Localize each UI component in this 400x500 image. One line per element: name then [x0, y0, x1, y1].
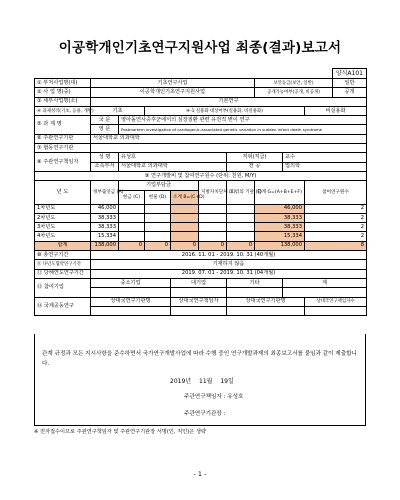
- participants-total-value: [283, 288, 367, 297]
- budget-year: 4차년도: [35, 232, 91, 241]
- row-budget-header1: [35, 181, 367, 190]
- multiyear-period-value: 기재하지 않음: [91, 260, 367, 269]
- joint-label: ⑭ 국제공동연구: [35, 297, 91, 316]
- head-signature: [184, 409, 226, 417]
- coop-institution-label: ⑦ 협동연구기관: [35, 144, 91, 153]
- participants-large-header: 대기업: [171, 278, 227, 287]
- budget-private-header: 기업부담금: [119, 181, 199, 190]
- program-value: 이공학개인기초연구지원사업: [91, 88, 255, 97]
- budget-sum-gov: 138,000: [91, 241, 119, 250]
- budget-gov: 38,333: [91, 223, 119, 232]
- budget-local-header: 지방자치단체 (E): [199, 181, 227, 204]
- row-current-period: [35, 269, 367, 278]
- disclosure-label: 공개가능여부(공개, 비공개): [255, 88, 333, 97]
- budget-total: 38,333: [255, 223, 305, 232]
- budget-inkind: [145, 213, 171, 222]
- pi-major-value: 법의학: [283, 162, 367, 171]
- disclosure-value: 공개: [333, 88, 367, 97]
- budget-sum-subtotal: 0: [171, 241, 199, 250]
- subprogram-label: ③ 세부사업명(소): [35, 97, 91, 106]
- budget-sum-members: 8: [305, 241, 367, 250]
- practical-label: ④-1 실용화 대상여부(실용화, 비실용화): [145, 106, 305, 115]
- budget-row: [35, 204, 367, 213]
- budget-local: [199, 223, 227, 232]
- ministry-value: 기초연구사업: [91, 79, 255, 88]
- row-multiyear-period: [35, 260, 367, 269]
- budget-members: 2: [305, 223, 367, 232]
- row-program: [35, 88, 367, 97]
- declaration-text: 관계 규정과 모든 지시사항을 준수하면서 국가연구개발사업에 따라 수행 중인 연구개발과제의 최종보고서를 붙임과 같이 제출합니다.: [42, 351, 357, 367]
- budget-row: [35, 213, 367, 222]
- budget-members: 2: [305, 213, 367, 222]
- row-nature: [35, 106, 367, 115]
- budget-total-header: 합계 G=(A+B+E+F): [255, 181, 305, 204]
- pi-name-label: 성 명: [91, 153, 119, 162]
- lead-institution-value: 서울대학교 의과대학: [91, 134, 367, 143]
- participants-label: ⑬ 참여기업: [35, 278, 91, 297]
- budget-inkind: [145, 204, 171, 213]
- current-period-value: 2019. 07. 01 - 2019. 10. 31 (04개월): [91, 269, 367, 278]
- form-id-badge: 양식A101: [332, 68, 367, 79]
- pi-signature-label: 주관연구책임자 :: [184, 394, 226, 400]
- budget-cash: [119, 204, 145, 213]
- budget-total: 46,000: [255, 204, 305, 213]
- pi-position-label: 직위(직급): [227, 153, 283, 162]
- budget-sum-total: 138,000: [255, 241, 305, 250]
- budget-local: [199, 204, 227, 213]
- project-kor-label: 국 문: [91, 116, 119, 125]
- budget-gov-header: 정부출연금 (A): [91, 181, 119, 204]
- security-value: 일반: [333, 79, 367, 88]
- report-title: 이공학개인기초연구지원사업 최종(결과)보고서: [58, 40, 342, 56]
- pi-dept-value: 서울대학교 의과대학: [119, 162, 227, 171]
- budget-other: [227, 213, 255, 222]
- row-total-period: [35, 251, 367, 260]
- project-kor-value: 영아돌연사증후군에서의 심장질환 관련 유전적 변이 연구: [119, 116, 367, 125]
- joint-country-inst-value-2: [227, 306, 305, 315]
- pi-dept-label: 소속부서: [91, 162, 119, 171]
- budget-subtotal: [171, 213, 199, 222]
- pi-major-label: 전 공: [227, 162, 283, 171]
- budget-gov: 46,000: [91, 204, 119, 213]
- row-coop-institution: [35, 144, 367, 153]
- program-label: ② 사 업 명(중): [35, 88, 91, 97]
- budget-year-header: 년 도: [35, 181, 91, 204]
- practical-value: 비실용화: [305, 106, 367, 115]
- budget-row: [35, 232, 367, 241]
- current-period-label: ⑫ 당해연도연구기간: [35, 269, 91, 278]
- participants-total-header: 계: [283, 278, 367, 287]
- row-participants-header: [35, 278, 367, 287]
- budget-subtotal: [171, 204, 199, 213]
- report-form-table: [34, 78, 367, 316]
- budget-subtotal: [171, 223, 199, 232]
- electronic-note: ※ 전자접수이므로 주관연구책임자 및 주관연구기관장 서명(인, 직인)은 생략: [34, 429, 206, 435]
- subprogram-value: 기본연구: [91, 97, 367, 106]
- nature-label: ④ 과제성격(기초, 응용, 개발): [35, 106, 91, 115]
- joint-country-pi-header: 상대국연구책임자: [171, 297, 227, 306]
- budget-subtotal: [171, 232, 199, 241]
- budget-local: [199, 232, 227, 241]
- budget-sum-row: [35, 241, 367, 250]
- project-name-label: ⑤ 과 제 명: [35, 116, 91, 135]
- budget-inkind-header: 현물 (D): [145, 190, 171, 204]
- security-label: 보안등급(보안, 일반): [255, 79, 333, 88]
- budget-members: 2: [305, 232, 367, 241]
- budget-sum-year: 합계: [35, 241, 91, 250]
- project-eng-value: Postmortem investigation of cardiogenic-associated genetic variation in sudden infant death syndrome: [119, 125, 367, 134]
- participants-other-value: [227, 288, 283, 297]
- multiyear-period-label: ⑪ 다년도협약연구기간: [35, 260, 91, 269]
- lead-institution-label: ⑥ 주관연구기관: [35, 134, 91, 143]
- budget-other: [227, 223, 255, 232]
- budget-sum-local: 0: [199, 241, 227, 250]
- budget-year: 3차년도: [35, 223, 91, 232]
- total-period-value: 2016. 11. 01 - 2019. 10. 31 (40개월): [91, 251, 367, 260]
- date-month: 11월: [199, 378, 213, 385]
- budget-year: 2차년도: [35, 213, 91, 222]
- budget-row: [35, 223, 367, 232]
- budget-title: ⑨ 연구개발비 및 참여연구원수 (단위: 천원, M/Y): [35, 171, 367, 180]
- budget-subtotal-header: 소계 B=(C+D): [171, 190, 199, 204]
- budget-other: [227, 232, 255, 241]
- budget-inkind: [145, 232, 171, 241]
- budget-other: [227, 204, 255, 213]
- row-project-kor: [35, 116, 367, 125]
- project-eng-label: 영 문: [91, 125, 119, 134]
- date-year: 2019년: [170, 378, 192, 385]
- coop-institution-value: [91, 144, 367, 153]
- row-lead-institution: [35, 134, 367, 143]
- head-signature-label: 주관연구기관장 :: [184, 411, 226, 417]
- budget-gov: 15,334: [91, 232, 119, 241]
- budget-other-header: 그 밖의 기관 (F): [227, 181, 255, 204]
- budget-total: 38,333: [255, 213, 305, 222]
- budget-cash: [119, 232, 145, 241]
- joint-country-pi-count-header: 상대국연구책임자수: [305, 297, 367, 306]
- participants-sme-value: [91, 288, 171, 297]
- row-budget-title: [35, 171, 367, 180]
- budget-local: [199, 213, 227, 222]
- row-pi-name: [35, 153, 367, 162]
- budget-year: 1차년도: [35, 204, 91, 213]
- budget-cash: [119, 223, 145, 232]
- budget-cash: [119, 213, 145, 222]
- budget-cash-header: 현금 (C): [119, 190, 145, 204]
- row-joint-header: [35, 297, 367, 306]
- participants-other-header: 기타: [227, 278, 283, 287]
- budget-total: 15,334: [255, 232, 305, 241]
- participants-sme-header: 중소기업: [91, 278, 171, 287]
- submission-date: [170, 376, 234, 385]
- budget-sum-other: 0: [227, 241, 255, 250]
- pi-signature-value: 유성호: [227, 394, 244, 400]
- row-subprogram: [35, 97, 367, 106]
- budget-members: 2: [305, 204, 367, 213]
- joint-country-pi-count-value: [305, 306, 367, 315]
- nature-value: 기초: [91, 106, 145, 115]
- joint-country-inst-header: 상대국연구기관명: [91, 297, 171, 306]
- budget-members-header: 참여연구원수: [305, 181, 367, 204]
- budget-gov: 38,333: [91, 213, 119, 222]
- budget-sum-cash: 0: [119, 241, 145, 250]
- pi-name-value: 유성호: [119, 153, 227, 162]
- total-period-label: ⑩ 총연구기간: [35, 251, 91, 260]
- joint-country-pi-value: [171, 306, 227, 315]
- joint-country-inst-header-2: 상대국연구기관명: [227, 297, 305, 306]
- participants-large-value: [171, 288, 227, 297]
- budget-inkind: [145, 223, 171, 232]
- row-ministry: [35, 79, 367, 88]
- pi-label: ⑧ 주관연구책임자: [35, 153, 91, 172]
- page-number: - 1 -: [193, 470, 207, 478]
- date-day: 19일: [220, 378, 234, 385]
- pi-position-value: 교수: [283, 153, 367, 162]
- ministry-label: ① 부처사업명(대): [35, 79, 91, 88]
- budget-sum-inkind: 0: [145, 241, 171, 250]
- pi-signature: [184, 392, 244, 400]
- joint-country-inst-value: [91, 306, 171, 315]
